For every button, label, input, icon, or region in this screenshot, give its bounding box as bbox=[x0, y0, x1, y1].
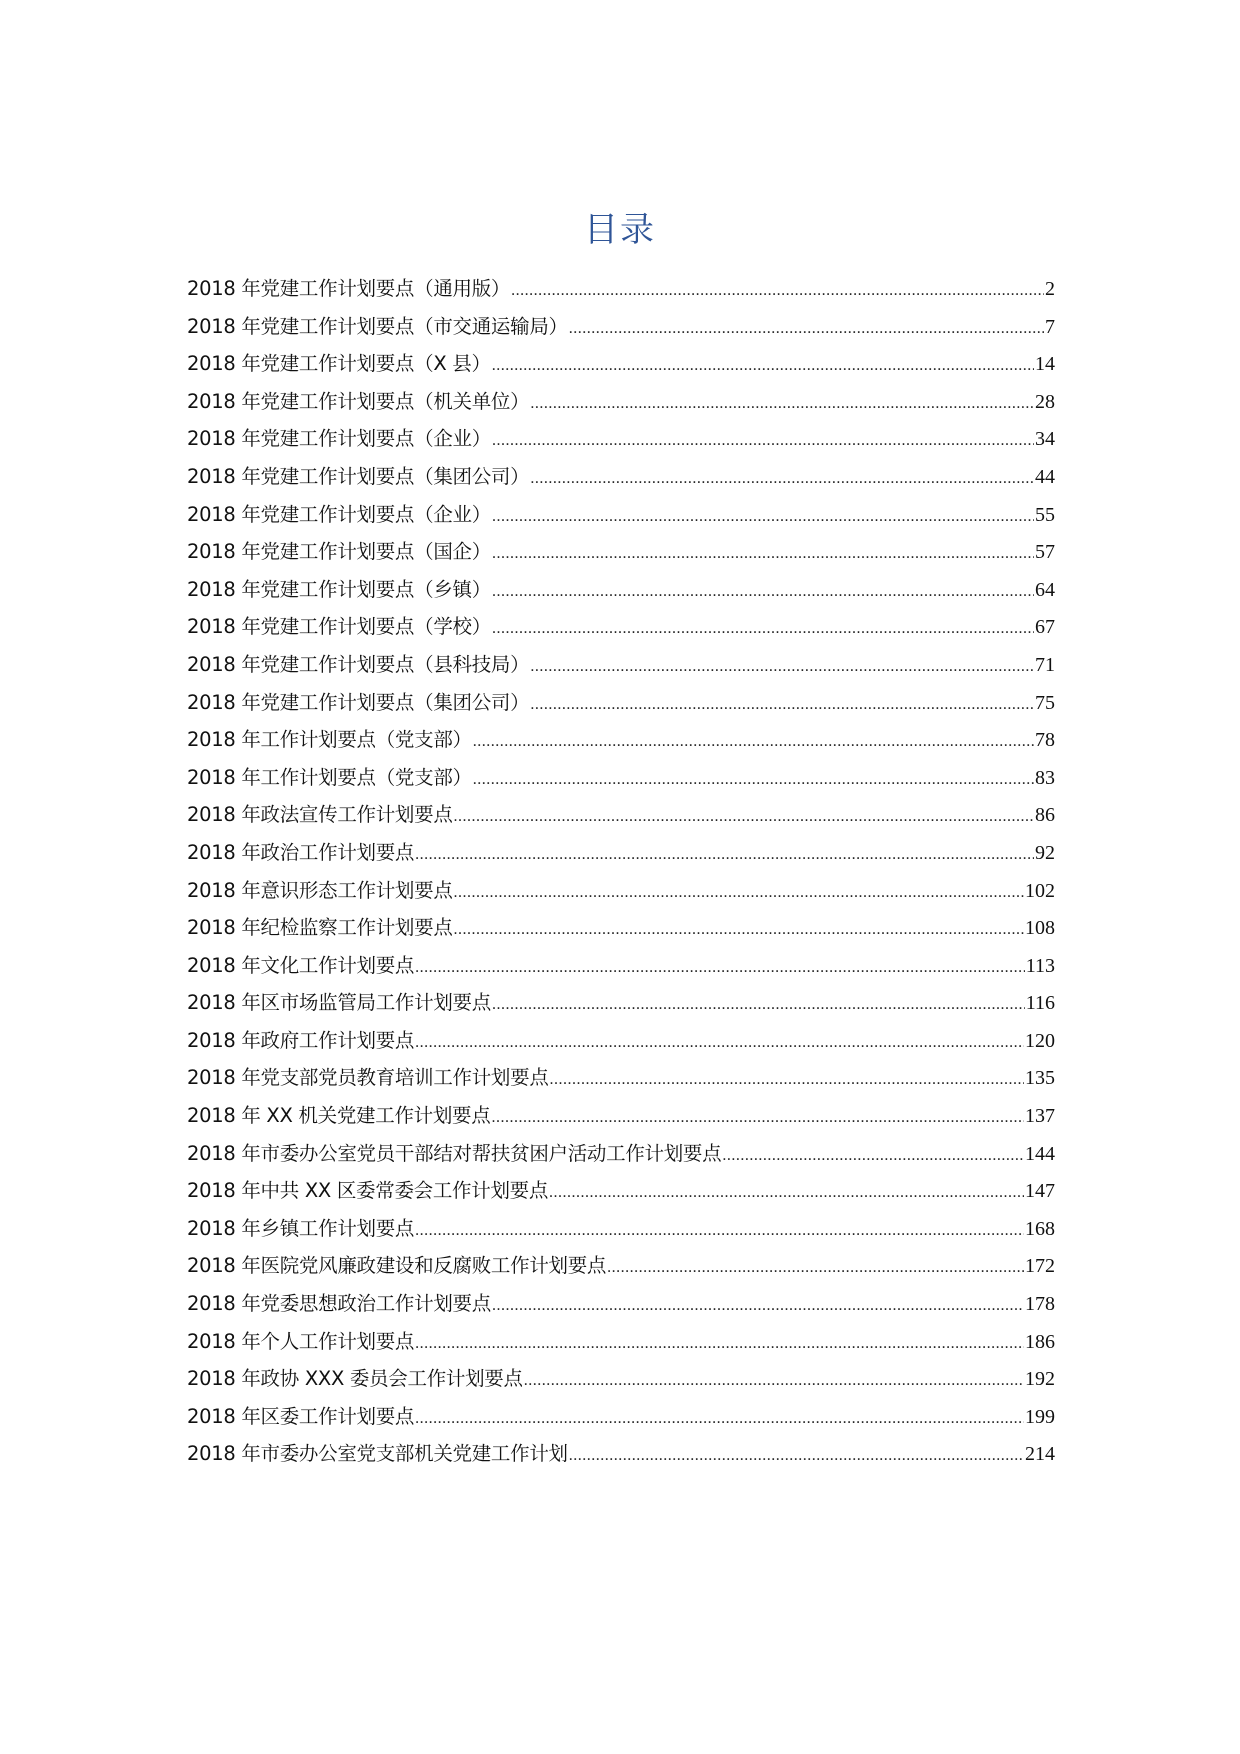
toc-entry[interactable] bbox=[187, 308, 1055, 346]
toc-dot-leader bbox=[569, 1437, 1024, 1475]
toc-page-number: 44 bbox=[1035, 465, 1055, 488]
toc-entry-title: 2018 年中共 XX 区委常委会工作计划要点 bbox=[187, 1179, 549, 1203]
toc-page-number: 7 bbox=[1045, 315, 1055, 338]
toc-entry[interactable] bbox=[187, 872, 1055, 910]
toc-dot-leader bbox=[454, 911, 1024, 949]
toc-dot-leader bbox=[473, 723, 1034, 761]
toc-dot-leader bbox=[492, 498, 1034, 536]
toc-dot-leader bbox=[492, 573, 1034, 611]
toc-dot-leader bbox=[454, 798, 1034, 836]
toc-entry-title: 2018 年工作计划要点（党支部） bbox=[187, 765, 472, 789]
toc-dot-leader bbox=[530, 648, 1034, 686]
toc-entry[interactable] bbox=[187, 458, 1055, 496]
toc-dot-leader bbox=[530, 460, 1034, 498]
toc-entry[interactable] bbox=[187, 1247, 1055, 1285]
toc-page-number: 214 bbox=[1025, 1443, 1055, 1466]
toc-entry-title: 2018 年党委思想政治工作计划要点 bbox=[187, 1292, 491, 1316]
toc-entry-title: 2018 年文化工作计划要点 bbox=[187, 953, 415, 977]
toc-entry[interactable] bbox=[187, 947, 1055, 985]
toc-entry-title: 2018 年市委办公室党支部机关党建工作计划 bbox=[187, 1442, 568, 1466]
toc-entry-title: 2018 年纪检监察工作计划要点 bbox=[187, 916, 453, 940]
toc-page-number: 75 bbox=[1035, 691, 1055, 714]
toc-entry[interactable] bbox=[187, 759, 1055, 797]
toc-dot-leader bbox=[492, 1287, 1024, 1325]
toc-dot-leader bbox=[524, 1362, 1024, 1400]
toc-dot-leader bbox=[415, 836, 1034, 874]
toc-dot-leader bbox=[549, 1174, 1024, 1212]
toc-list bbox=[187, 270, 1055, 1473]
toc-entry-title: 2018 年党建工作计划要点（市交通运输局） bbox=[187, 314, 568, 338]
toc-entry-title: 2018 年党建工作计划要点（X 县） bbox=[187, 352, 491, 376]
toc-entry[interactable] bbox=[187, 796, 1055, 834]
toc-page-number: 168 bbox=[1025, 1217, 1055, 1240]
toc-page-number: 135 bbox=[1025, 1067, 1055, 1090]
toc-entry[interactable] bbox=[187, 270, 1055, 308]
toc-dot-leader bbox=[415, 1325, 1024, 1363]
toc-entry[interactable] bbox=[187, 1285, 1055, 1323]
toc-dot-leader bbox=[550, 1061, 1024, 1099]
toc-entry-title: 2018 年党建工作计划要点（乡镇） bbox=[187, 577, 491, 601]
toc-dot-leader bbox=[569, 310, 1044, 348]
toc-page-number: 186 bbox=[1025, 1330, 1055, 1353]
toc-entry-title: 2018 年乡镇工作计划要点 bbox=[187, 1216, 415, 1240]
toc-dot-leader bbox=[530, 686, 1034, 724]
toc-page-number: 113 bbox=[1025, 954, 1055, 977]
toc-page-number: 14 bbox=[1035, 353, 1055, 376]
toc-dot-leader bbox=[722, 1137, 1024, 1175]
toc-entry-title: 2018 年市委办公室党员干部结对帮扶贫困户活动工作计划要点 bbox=[187, 1141, 722, 1165]
toc-page-number: 172 bbox=[1025, 1255, 1055, 1278]
toc-page-number: 102 bbox=[1025, 879, 1055, 902]
toc-entry-title: 2018 年 XX 机关党建工作计划要点 bbox=[187, 1104, 491, 1128]
toc-page-number: 144 bbox=[1025, 1142, 1055, 1165]
toc-entry[interactable] bbox=[187, 984, 1055, 1022]
toc-entry-title: 2018 年区委工作计划要点 bbox=[187, 1404, 415, 1428]
toc-page-number: 83 bbox=[1035, 766, 1055, 789]
toc-entry[interactable] bbox=[187, 1323, 1055, 1361]
toc-dot-leader bbox=[454, 874, 1024, 912]
toc-dot-leader bbox=[492, 347, 1034, 385]
toc-entry[interactable] bbox=[187, 1022, 1055, 1060]
toc-page-number: 64 bbox=[1035, 578, 1055, 601]
toc-entry-title: 2018 年政治工作计划要点 bbox=[187, 840, 415, 864]
toc-dot-leader bbox=[492, 535, 1034, 573]
toc-entry[interactable] bbox=[187, 1172, 1055, 1210]
toc-dot-leader bbox=[415, 1024, 1024, 1062]
toc-entry-title: 2018 年党建工作计划要点（县科技局） bbox=[187, 652, 530, 676]
toc-entry-title: 2018 年政法宣传工作计划要点 bbox=[187, 803, 453, 827]
toc-entry[interactable] bbox=[187, 684, 1055, 722]
toc-entry-title: 2018 年党建工作计划要点（企业） bbox=[187, 427, 491, 451]
toc-dot-leader bbox=[492, 422, 1034, 460]
toc-dot-leader bbox=[492, 610, 1034, 648]
toc-entry[interactable] bbox=[187, 909, 1055, 947]
toc-dot-leader bbox=[415, 949, 1025, 987]
toc-dot-leader bbox=[530, 385, 1034, 423]
toc-page-number: 178 bbox=[1025, 1293, 1055, 1316]
toc-entry[interactable] bbox=[187, 571, 1055, 609]
toc-title: 目录 bbox=[584, 210, 656, 250]
toc-page-number: 57 bbox=[1035, 541, 1055, 564]
toc-entry[interactable] bbox=[187, 383, 1055, 421]
toc-entry-title: 2018 年政府工作计划要点 bbox=[187, 1028, 415, 1052]
toc-dot-leader bbox=[491, 1099, 1024, 1137]
toc-page-number: 92 bbox=[1035, 841, 1055, 864]
toc-dot-leader bbox=[511, 272, 1044, 310]
toc-page-number: 86 bbox=[1035, 804, 1055, 827]
toc-entry-title: 2018 年个人工作计划要点 bbox=[187, 1329, 415, 1353]
toc-entry[interactable] bbox=[187, 608, 1055, 646]
toc-entry[interactable] bbox=[187, 1398, 1055, 1436]
toc-page-number: 2 bbox=[1045, 278, 1055, 300]
toc-entry-title: 2018 年党建工作计划要点（集团公司） bbox=[187, 464, 530, 488]
toc-entry-title: 2018 年医院党风廉政建设和反腐败工作计划要点 bbox=[187, 1254, 607, 1278]
toc-entry-title: 2018 年意识形态工作计划要点 bbox=[187, 878, 453, 902]
toc-entry-title: 2018 年党建工作计划要点（集团公司） bbox=[187, 690, 530, 714]
toc-page-number: 199 bbox=[1025, 1405, 1055, 1428]
toc-dot-leader bbox=[607, 1249, 1024, 1287]
toc-page-number: 147 bbox=[1025, 1180, 1055, 1203]
toc-entry-title: 2018 年党建工作计划要点（学校） bbox=[187, 615, 491, 639]
toc-entry-title: 2018 年政协 XXX 委员会工作计划要点 bbox=[187, 1367, 523, 1391]
toc-entry-title: 2018 年党建工作计划要点（国企） bbox=[187, 540, 491, 564]
toc-entry[interactable] bbox=[187, 420, 1055, 458]
toc-page-number: 116 bbox=[1025, 992, 1055, 1015]
toc-page-number: 120 bbox=[1025, 1029, 1055, 1052]
toc-entry[interactable] bbox=[187, 345, 1055, 383]
toc-page-number: 67 bbox=[1035, 616, 1055, 639]
toc-entry[interactable] bbox=[187, 721, 1055, 759]
toc-entry-title: 2018 年党建工作计划要点（通用版） bbox=[187, 277, 511, 300]
toc-entry[interactable] bbox=[187, 533, 1055, 571]
toc-entry-title: 2018 年党建工作计划要点（企业） bbox=[187, 502, 491, 526]
toc-entry[interactable] bbox=[187, 1360, 1055, 1398]
toc-entry-title: 2018 年党建工作计划要点（机关单位） bbox=[187, 389, 530, 413]
toc-page-number: 28 bbox=[1035, 390, 1055, 413]
toc-entry[interactable] bbox=[187, 1097, 1055, 1135]
toc-page-number: 71 bbox=[1035, 653, 1055, 676]
toc-page-number: 78 bbox=[1035, 729, 1055, 752]
toc-dot-leader bbox=[415, 1400, 1024, 1438]
toc-page-number: 55 bbox=[1035, 503, 1055, 526]
toc-dot-leader bbox=[492, 986, 1025, 1024]
toc-page-number: 137 bbox=[1025, 1105, 1055, 1128]
toc-entry-title: 2018 年区市场监管局工作计划要点 bbox=[187, 991, 491, 1015]
toc-page-number: 108 bbox=[1025, 917, 1055, 940]
toc-entry-title: 2018 年党支部党员教育培训工作计划要点 bbox=[187, 1066, 549, 1090]
toc-entry[interactable] bbox=[187, 1059, 1055, 1097]
toc-entry[interactable] bbox=[187, 1210, 1055, 1248]
toc-entry[interactable] bbox=[187, 646, 1055, 684]
toc-dot-leader bbox=[473, 761, 1034, 799]
toc-entry-title: 2018 年工作计划要点（党支部） bbox=[187, 728, 472, 752]
toc-entry[interactable] bbox=[187, 1435, 1055, 1473]
toc-page-number: 34 bbox=[1035, 428, 1055, 451]
toc-page-number: 192 bbox=[1025, 1368, 1055, 1391]
toc-entry[interactable] bbox=[187, 496, 1055, 534]
toc-dot-leader bbox=[415, 1212, 1024, 1250]
toc-entry[interactable] bbox=[187, 1135, 1055, 1173]
toc-entry[interactable] bbox=[187, 834, 1055, 872]
